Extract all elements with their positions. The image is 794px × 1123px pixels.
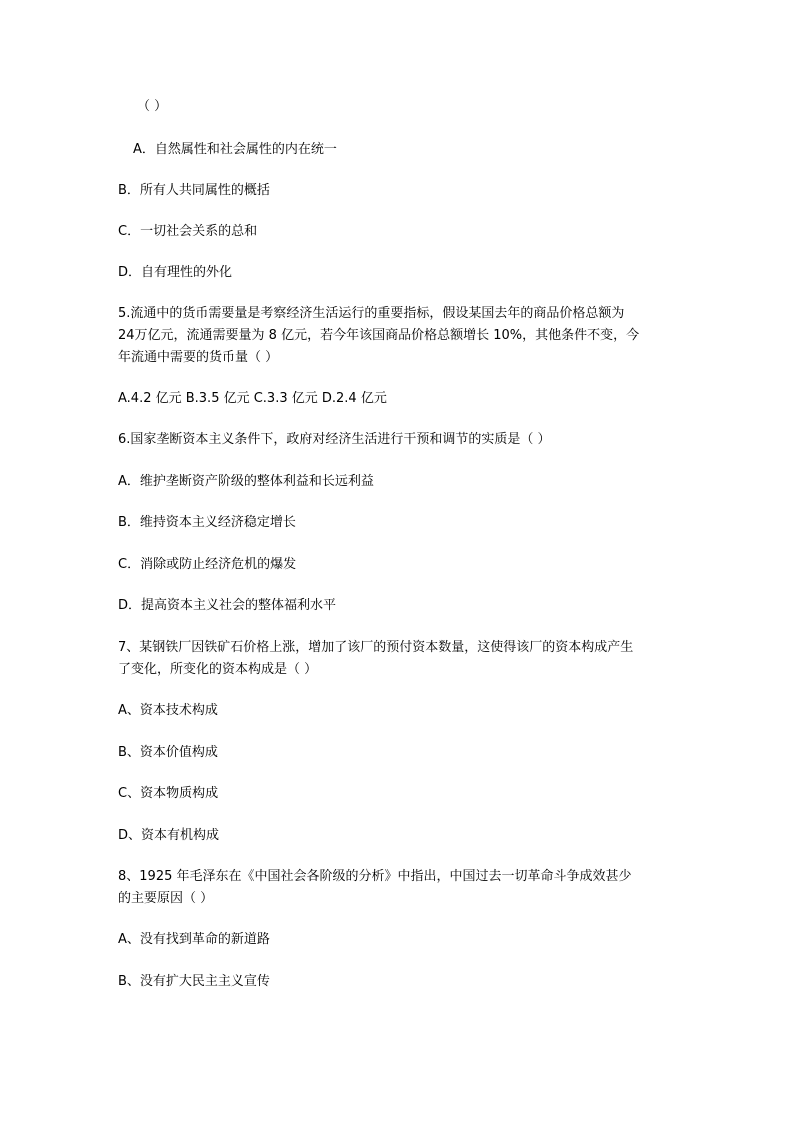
q7-option-d: D、资本有机构成 [118,828,220,843]
q7-option-c: C、资本物质构成 [118,786,219,801]
q6-option-d: D．提高资本主义社会的整体福利水平 [118,598,337,613]
q6-stem: 6.国家垄断资本主义条件下，政府对经济生活进行干预和调节的实质是（ ） [118,432,551,447]
q8-option-b: B、没有扩大民主主义宣传 [118,974,270,989]
q5-stem-line-3: 年流通中需要的货币量（ ） [118,350,279,365]
q8-stem-line-2: 的主要原因（ ） [118,891,214,906]
q6-option-a: A．维护垄断资产阶级的整体利益和长远利益 [118,474,374,489]
q5-options: A.4.2 亿元 B.3.5 亿元 C.3.3 亿元 D.2.4 亿元 [118,391,387,406]
q7-option-b: B、资本价值构成 [118,745,218,760]
q7-stem-line-1: 7、某钢铁厂因铁矿石价格上涨，增加了该厂的预付资本数量，这使得该厂的资本构成产生 [118,640,634,655]
q6-option-c: C．消除或防止经济危机的爆发 [118,557,297,572]
q5-stem-line-1: 5.流通中的货币需要量是考察经济生活运行的重要指标，假设某国去年的商品价格总额为 [118,306,625,321]
q4-option-c: C．一切社会关系的总和 [118,224,258,239]
q4-option-d: D．自有理性的外化 [118,265,233,280]
q6-option-b: B．维持资本主义经济稳定增长 [118,515,296,530]
q4-option-a: A．自然属性和社会属性的内在统一 [133,142,337,157]
q8-stem-line-1: 8、1925 年毛泽东在《中国社会各阶级的分析》中指出，中国过去一切革命斗争成效甚少 [118,869,632,884]
q8-option-a: A、没有找到革命的新道路 [118,932,270,947]
q4-option-b: B．所有人共同属性的概括 [118,183,270,198]
q7-option-a: A、资本技术构成 [118,703,218,718]
q4-answer-paren: （ ） [137,99,168,114]
q5-stem-line-2: 24万亿元，流通需要量为 8 亿元，若今年该国商品价格总额增长 10%，其他条件不变，今 [118,328,640,343]
q7-stem-line-2: 了变化，所变化的资本构成是（ ） [118,662,318,677]
